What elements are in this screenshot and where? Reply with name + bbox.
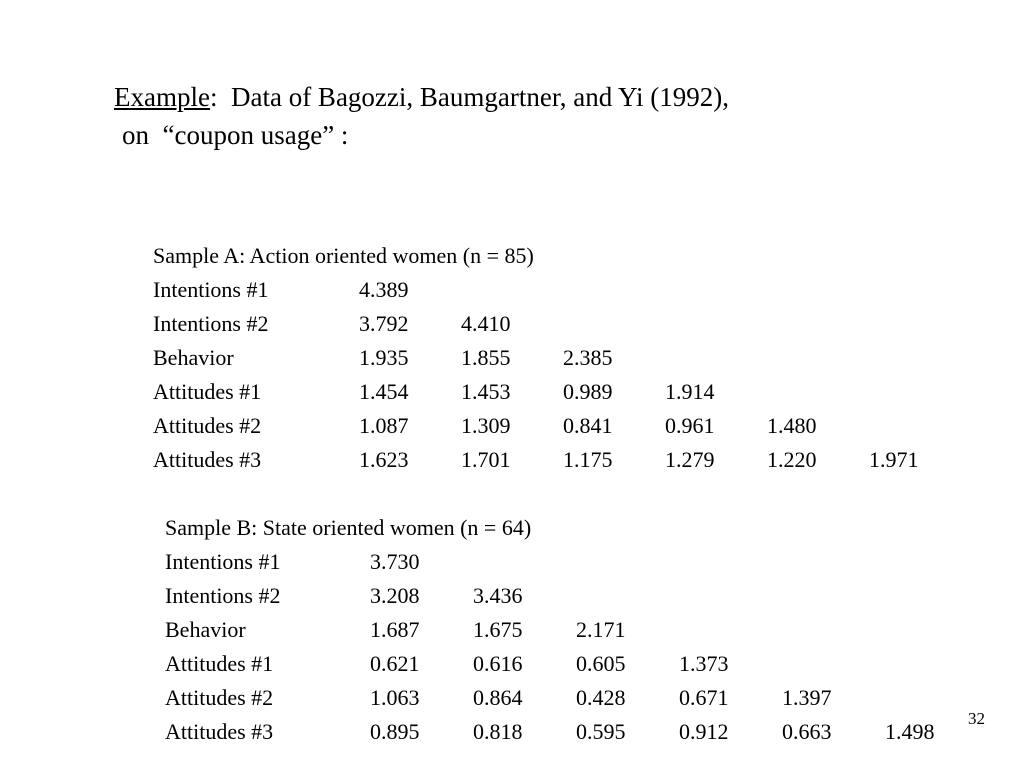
table-row bbox=[165, 579, 988, 613]
matrix-cell: 1.498 bbox=[885, 719, 935, 744]
matrix-cell: 1.480 bbox=[767, 413, 817, 438]
matrix-cell: 1.175 bbox=[563, 447, 613, 472]
matrix-cell: 0.671 bbox=[679, 685, 729, 710]
row-label: Attitudes #3 bbox=[165, 719, 274, 744]
matrix-cell: 1.373 bbox=[679, 651, 729, 676]
matrix-cell: 0.961 bbox=[665, 413, 715, 438]
matrix-cell: 4.389 bbox=[359, 277, 409, 302]
matrix-cell: 0.864 bbox=[473, 685, 523, 710]
row-label: Intentions #1 bbox=[165, 549, 281, 574]
title-citation: : Data of Bagozzi, Baumgartner, and Yi (1992), bbox=[209, 82, 729, 112]
page-number: 32 bbox=[968, 709, 985, 728]
matrix-cell: 1.914 bbox=[665, 379, 715, 404]
matrix-cell: 1.220 bbox=[767, 447, 817, 472]
matrix-cell: 2.385 bbox=[563, 345, 613, 370]
matrix-cell: 1.279 bbox=[665, 447, 715, 472]
sample-a-rows bbox=[153, 273, 971, 477]
matrix-cell: 3.792 bbox=[359, 311, 409, 336]
matrix-cell: 1.309 bbox=[461, 413, 511, 438]
row-label: Intentions #2 bbox=[165, 583, 281, 608]
matrix-cell: 1.454 bbox=[359, 379, 409, 404]
matrix-cell: 0.616 bbox=[473, 651, 523, 676]
slide-title bbox=[114, 78, 729, 154]
row-label: Intentions #2 bbox=[153, 311, 269, 336]
title-line-2: on “coupon usage” : bbox=[122, 120, 349, 150]
matrix-cell: 4.410 bbox=[461, 311, 511, 336]
table-row bbox=[153, 443, 971, 477]
sample-b-heading: Sample B: State oriented women (n = 64) bbox=[165, 515, 532, 540]
table-row bbox=[165, 647, 988, 681]
matrix-cell: 0.605 bbox=[576, 651, 626, 676]
table-row bbox=[153, 273, 971, 307]
matrix-cell: 3.730 bbox=[370, 549, 420, 574]
table-row bbox=[165, 545, 988, 579]
sample-a-matrix bbox=[153, 239, 971, 477]
sample-b-matrix bbox=[165, 511, 988, 749]
sample-b-rows bbox=[165, 545, 988, 749]
row-label: Attitudes #3 bbox=[153, 447, 262, 472]
matrix-cell: 1.397 bbox=[782, 685, 832, 710]
matrix-cell: 0.663 bbox=[782, 719, 832, 744]
table-row bbox=[153, 375, 971, 409]
matrix-cell: 0.895 bbox=[370, 719, 420, 744]
title-line-1 bbox=[114, 78, 729, 116]
sample-a-heading: Sample A: Action oriented women (n = 85) bbox=[153, 243, 534, 268]
matrix-cell: 1.063 bbox=[370, 685, 420, 710]
matrix-cell: 0.989 bbox=[563, 379, 613, 404]
matrix-cell: 0.912 bbox=[679, 719, 729, 744]
table-row bbox=[153, 307, 971, 341]
matrix-cell: 0.818 bbox=[473, 719, 523, 744]
matrix-cell: 0.621 bbox=[370, 651, 420, 676]
matrix-cell: 2.171 bbox=[576, 617, 626, 642]
row-label: Attitudes #2 bbox=[153, 413, 262, 438]
matrix-cell: 3.208 bbox=[370, 583, 420, 608]
title-example-word: Example bbox=[114, 82, 210, 112]
row-label: Attitudes #2 bbox=[165, 685, 274, 710]
matrix-cell: 3.436 bbox=[473, 583, 523, 608]
matrix-cell: 1.623 bbox=[359, 447, 409, 472]
table-row bbox=[165, 613, 988, 647]
table-row bbox=[153, 341, 971, 375]
matrix-cell: 1.701 bbox=[461, 447, 511, 472]
matrix-cell: 1.687 bbox=[370, 617, 420, 642]
matrix-cell: 1.453 bbox=[461, 379, 511, 404]
matrix-cell: 1.971 bbox=[869, 447, 919, 472]
matrix-cell: 0.595 bbox=[576, 719, 626, 744]
matrix-cell: 0.428 bbox=[576, 685, 626, 710]
matrix-cell: 1.935 bbox=[359, 345, 409, 370]
table-row bbox=[165, 681, 988, 715]
row-label: Behavior bbox=[165, 617, 246, 642]
table-row bbox=[153, 409, 971, 443]
table-row bbox=[165, 715, 988, 749]
row-label: Attitudes #1 bbox=[153, 379, 262, 404]
row-label: Intentions #1 bbox=[153, 277, 269, 302]
matrix-cell: 1.855 bbox=[461, 345, 511, 370]
matrix-cell: 1.675 bbox=[473, 617, 523, 642]
matrix-cell: 1.087 bbox=[359, 413, 409, 438]
row-label: Attitudes #1 bbox=[165, 651, 274, 676]
matrix-cell: 0.841 bbox=[563, 413, 613, 438]
row-label: Behavior bbox=[153, 345, 234, 370]
